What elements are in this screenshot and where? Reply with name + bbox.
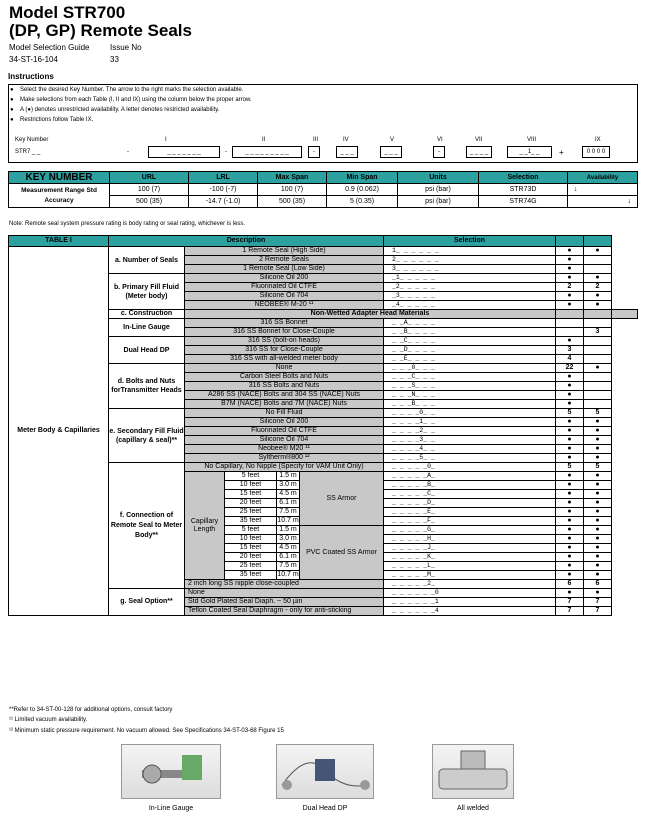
option-description: Silicone Oil 200 bbox=[185, 418, 384, 427]
col-header: Max Span bbox=[258, 172, 327, 184]
key-box-4[interactable]: _ _ _ bbox=[336, 146, 358, 158]
option-code[interactable]: _ _ _ _3_ _ bbox=[384, 436, 556, 445]
instruction-item: ● Make selections from each Table (I, II and IX) using the column below the proper arrow. bbox=[10, 97, 252, 103]
availability-mark: 22 bbox=[556, 364, 584, 373]
option-description: 316 SS Bonnet for Close-Couple bbox=[185, 328, 384, 337]
availability-mark: ● bbox=[584, 292, 612, 301]
key-number-label: Key Number bbox=[15, 137, 49, 143]
option-code[interactable]: _ _ _ _ _2_ bbox=[384, 580, 556, 589]
option-code[interactable]: _ _ _ _ _J_ bbox=[384, 544, 556, 553]
col-label: II bbox=[262, 137, 266, 143]
option-code[interactable]: _ _D_ _ _ _ bbox=[384, 346, 556, 355]
option-description: 2 inch long SS nipple close-coupled bbox=[185, 580, 384, 589]
availability-mark: ● bbox=[556, 508, 584, 517]
length-meters: 10.7 m bbox=[277, 517, 299, 524]
availability-mark: ● bbox=[584, 364, 612, 373]
table-row bbox=[9, 247, 638, 256]
availability-mark bbox=[584, 382, 612, 391]
section-label: c. Construction bbox=[109, 310, 185, 319]
key-box-6[interactable]: - bbox=[433, 146, 445, 158]
option-code[interactable]: _ _ _ _ _A_ bbox=[384, 472, 556, 481]
length-meters: 1.5 m bbox=[277, 526, 300, 535]
instruction-item: ● Select the desired Key Number. The arrow to the right marks the selection available. bbox=[10, 87, 244, 93]
length-feet: 20 feet bbox=[225, 553, 277, 562]
option-code[interactable]: _ _ _ _4_ _ bbox=[384, 445, 556, 454]
option-code[interactable]: _ _ _ _5_ _ bbox=[384, 454, 556, 463]
key-number-value: STR7 _ _ bbox=[15, 149, 41, 155]
dash: - bbox=[127, 149, 129, 155]
availability-mark: ● bbox=[584, 301, 612, 310]
option-code[interactable]: _ _E_ _ _ _ bbox=[384, 355, 556, 364]
title-line-2: (DP, GP) Remote Seals bbox=[9, 21, 192, 40]
availability-mark: 4 bbox=[556, 355, 584, 364]
length-meters: 3.0 m bbox=[277, 535, 300, 544]
option-description: Neobee® M20 ¹¹ bbox=[185, 445, 384, 454]
availability-mark: ● bbox=[556, 373, 584, 382]
length-feet: 35 feet bbox=[225, 571, 277, 580]
key-box-3[interactable]: - bbox=[308, 146, 320, 158]
option-description: None bbox=[185, 364, 384, 373]
availability-mark: ● bbox=[584, 526, 612, 535]
col-label: V bbox=[390, 137, 395, 143]
length-feet: 15 feet bbox=[225, 490, 277, 499]
availability-mark: 7 bbox=[556, 598, 584, 607]
option-code[interactable]: _ _ _ _ _ _0 bbox=[384, 589, 556, 598]
photo-caption: In-Line Gauge bbox=[148, 805, 194, 812]
cell: -14.7 (-1.0) bbox=[189, 196, 258, 208]
option-code[interactable]: _ _ _0_ _ _ bbox=[384, 364, 556, 373]
key-number-header: KEY NUMBER bbox=[9, 172, 110, 184]
cell: -100 (-7) bbox=[189, 184, 258, 196]
pvc-armor-label: PVC Coated SS Armor bbox=[300, 526, 384, 580]
availability-mark bbox=[584, 319, 612, 328]
availability-mark: ● bbox=[584, 508, 612, 517]
availability-mark: ● bbox=[556, 562, 584, 571]
option-description: Teflon Coated Seal Diaphragm - only for anti-sticking bbox=[185, 607, 384, 616]
availability-mark: ● bbox=[556, 427, 584, 436]
availability-mark: 2 bbox=[584, 283, 612, 292]
option-code[interactable]: _ _ _ _0_ _ bbox=[384, 409, 556, 418]
key-box-9[interactable]: 0 0 0 0 bbox=[582, 146, 610, 158]
availability-mark: ● bbox=[584, 436, 612, 445]
availability-mark: ● bbox=[556, 544, 584, 553]
availability-mark: ● bbox=[584, 589, 612, 598]
option-code[interactable]: _ _ _ _ _ _1 bbox=[384, 598, 556, 607]
length-meters: 7.5 m bbox=[277, 562, 300, 571]
plus-sign: + bbox=[559, 148, 564, 157]
inline-gauge-photo bbox=[121, 744, 221, 799]
availability-mark bbox=[584, 391, 612, 400]
instructions-title: Instructions bbox=[8, 72, 54, 81]
availability-mark: 6 bbox=[556, 580, 584, 589]
section-label: d. Bolts and Nuts forTransmitter Heads bbox=[109, 364, 185, 409]
instruction-item: ● A (●) denotes unrestricted availability. A letter denotes restricted availability. bbox=[10, 107, 220, 113]
option-description: Syltherm®800 ¹² bbox=[185, 454, 384, 463]
availability-mark: ● bbox=[584, 481, 612, 490]
option-description: Fluorinated Oil CTFE bbox=[185, 283, 384, 292]
option-code[interactable]: _ _C_ _ _ _ bbox=[384, 337, 556, 346]
all-welded-photo bbox=[432, 744, 514, 799]
availability-mark: ● bbox=[556, 472, 584, 481]
option-code[interactable]: 2_ _ _ _ _ _ bbox=[384, 256, 556, 265]
issue-label: Issue No bbox=[110, 43, 142, 52]
availability-mark: ● bbox=[556, 571, 584, 580]
option-code[interactable]: _ _ _ _ _H_ bbox=[384, 535, 556, 544]
photo-caption: All welded bbox=[457, 805, 489, 812]
availability-mark: 5 bbox=[556, 409, 584, 418]
option-description: No Fill Fluid bbox=[185, 409, 384, 418]
section-label: b. Primary Fill Fluid (Meter body) bbox=[109, 274, 185, 310]
availability-mark: ● bbox=[556, 382, 584, 391]
ss-armor-label: SS Armor bbox=[300, 472, 384, 526]
description-header: Description bbox=[109, 236, 384, 247]
option-code[interactable]: _ _ _N_ _ _ bbox=[384, 391, 556, 400]
title-line-1: Model STR700 bbox=[9, 3, 126, 22]
key-box-8[interactable]: _ _1_ _ bbox=[507, 146, 552, 158]
option-code[interactable]: _ _ _ _ _F_ bbox=[384, 517, 556, 526]
dual-head-photo bbox=[276, 744, 374, 799]
length-meters: 1.5 m bbox=[277, 472, 300, 481]
length-feet: 25 feet bbox=[225, 508, 277, 517]
key-box-7[interactable]: _ _ _ _ bbox=[466, 146, 492, 158]
availability-mark: 3 bbox=[584, 328, 612, 337]
section-label: g. Seal Option** bbox=[109, 589, 185, 616]
option-code[interactable]: 1_ _ _ _ _ _ bbox=[384, 247, 556, 256]
selection-header: Selection bbox=[384, 236, 556, 247]
option-code[interactable]: _ _ _S_ _ _ bbox=[384, 382, 556, 391]
option-description: 1 Remote Seal (High Side) bbox=[185, 247, 384, 256]
capillary-length-label: Capillary Length bbox=[185, 472, 225, 580]
availability-mark: ● bbox=[584, 445, 612, 454]
option-description: No Capillary, No Nipple (Specify for VAM Unit Only) bbox=[185, 463, 384, 472]
cell: 100 (7) bbox=[110, 184, 189, 196]
availability-mark: ● bbox=[584, 562, 612, 571]
key-box-1[interactable]: _ _ _ _ _ _ _ bbox=[148, 146, 220, 158]
option-description: Fluorinated Oil CTFE bbox=[185, 427, 384, 436]
option-code[interactable]: _ _ _ _ _C_ bbox=[384, 490, 556, 499]
availability-mark: 3 bbox=[556, 346, 584, 355]
option-code[interactable]: _4_ _ _ _ _ bbox=[384, 301, 556, 310]
availability-mark: ● bbox=[556, 418, 584, 427]
option-description: Silicone Oil 200 bbox=[185, 274, 384, 283]
availability-mark: ● bbox=[556, 499, 584, 508]
option-description: 316 SS (bolt-on heads) bbox=[185, 337, 384, 346]
option-code[interactable]: _ _ _B_ _ _ bbox=[384, 400, 556, 409]
availability-mark bbox=[584, 256, 612, 265]
avail-header bbox=[556, 236, 584, 247]
length-meters: 6.1 m bbox=[277, 499, 300, 508]
availability-mark: ● bbox=[584, 499, 612, 508]
option-code[interactable]: _ _ _ _2_ _ bbox=[384, 427, 556, 436]
cell: 0.9 (0.062) bbox=[327, 184, 398, 196]
photo-caption: Dual Head DP bbox=[302, 805, 348, 812]
availability-mark bbox=[584, 337, 612, 346]
option-code[interactable]: _ _ _ _ _E_ bbox=[384, 508, 556, 517]
option-code[interactable]: _ _ _ _ _G_ bbox=[384, 526, 556, 535]
availability-mark: ● bbox=[584, 553, 612, 562]
availability-mark bbox=[584, 400, 612, 409]
availability-mark: ● bbox=[556, 589, 584, 598]
length-meters: 3.0 m bbox=[277, 481, 300, 490]
cell bbox=[584, 310, 612, 319]
col-header: LRL bbox=[189, 172, 258, 184]
option-code[interactable]: _3_ _ _ _ _ bbox=[384, 292, 556, 301]
col-header: URL bbox=[110, 172, 189, 184]
option-code[interactable]: _ _ _ _ _0_ bbox=[384, 463, 556, 472]
length-feet: 5 feet bbox=[225, 472, 277, 481]
col-header: Selection bbox=[479, 172, 568, 184]
availability-mark bbox=[556, 328, 584, 337]
availability-mark: 5 bbox=[584, 463, 612, 472]
availability-mark: ● bbox=[556, 391, 584, 400]
length-feet: 20 feet bbox=[225, 499, 277, 508]
availability-mark: ● bbox=[584, 517, 612, 526]
col-label: IX bbox=[595, 137, 601, 143]
availability-mark: ● bbox=[556, 445, 584, 454]
availability-mark: ● bbox=[556, 292, 584, 301]
length-feet: 35 feet bbox=[225, 517, 277, 526]
length-feet: 5 feet bbox=[225, 526, 277, 535]
option-code[interactable]: _ _ _ _ _K_ bbox=[384, 553, 556, 562]
option-code[interactable]: _ _ _ _ _ _4 bbox=[384, 607, 556, 616]
availability-mark: 2 bbox=[556, 283, 584, 292]
length-meters: 10.7 m bbox=[277, 571, 299, 578]
section-label: e. Secondary Fill Fluid (capillary & seal)** bbox=[109, 409, 185, 463]
availability-mark: 7 bbox=[584, 598, 612, 607]
option-description: 316 SS for Close-Couple bbox=[185, 346, 384, 355]
availability-mark: ● bbox=[584, 247, 612, 256]
arrow-down-icon: ↓ bbox=[568, 184, 638, 196]
availability-mark bbox=[584, 355, 612, 364]
col-header: Min Span bbox=[327, 172, 398, 184]
col-label: III bbox=[313, 137, 319, 143]
availability-mark: 5 bbox=[556, 463, 584, 472]
option-code[interactable]: _ _ _C_ _ _ bbox=[384, 373, 556, 382]
option-description: NEOBEE® M-20 ¹¹ bbox=[185, 301, 384, 310]
availability-mark: ● bbox=[556, 256, 584, 265]
key-box-2[interactable]: _ _ _ _ _ _ _ _ _ bbox=[232, 146, 302, 158]
length-feet: 10 feet bbox=[225, 535, 277, 544]
availability-mark: ● bbox=[584, 472, 612, 481]
option-description: A286 SS (NACE) Bolts and 304 SS (NACE) Nuts bbox=[185, 391, 384, 400]
availability-mark: ● bbox=[584, 535, 612, 544]
availability-mark: ● bbox=[584, 274, 612, 283]
availability-mark: ● bbox=[556, 265, 584, 274]
option-code[interactable]: _ _ _ _ _B_ bbox=[384, 481, 556, 490]
availability-mark: ● bbox=[556, 400, 584, 409]
option-code[interactable]: 3_ _ _ _ _ _ bbox=[384, 265, 556, 274]
availability-mark: ● bbox=[556, 526, 584, 535]
availability-mark: ● bbox=[584, 427, 612, 436]
availability-mark: ● bbox=[556, 337, 584, 346]
table-i-header: TABLE I bbox=[9, 236, 109, 247]
availability-mark bbox=[584, 373, 612, 382]
availability-mark bbox=[584, 346, 612, 355]
option-code[interactable]: _ _B_ _ _ _ bbox=[384, 328, 556, 337]
guide-label: Model Selection Guide bbox=[9, 43, 90, 52]
cell: 100 (7) bbox=[258, 184, 327, 196]
cell: 5 (0.35) bbox=[327, 196, 398, 208]
cell: psi (bar) bbox=[398, 196, 479, 208]
option-description: 1 Remote Seal (Low Side) bbox=[185, 265, 384, 274]
footnote: ¹² Minimum static pressure requirement. No vacuum allowed. See Specifications 34-ST-03-68 Figure 15 bbox=[9, 728, 284, 734]
col-header: Units bbox=[398, 172, 479, 184]
availability-mark: ● bbox=[556, 247, 584, 256]
availability-mark bbox=[584, 265, 612, 274]
section-label: f. Connection of Remote Seal to Meter Body** bbox=[109, 463, 185, 589]
table-i bbox=[8, 235, 638, 616]
availability-mark bbox=[556, 319, 584, 328]
option-description: 316 SS with all-welded meter body bbox=[185, 355, 384, 364]
col-label: IV bbox=[343, 137, 349, 143]
cell bbox=[612, 310, 638, 319]
availability-mark: ● bbox=[556, 274, 584, 283]
key-box-5[interactable]: _ _ _ bbox=[380, 146, 402, 158]
option-code[interactable]: _ _A_ _ _ _ bbox=[384, 319, 556, 328]
length-meters: 6.1 m bbox=[277, 553, 300, 562]
availability-mark: 7 bbox=[556, 607, 584, 616]
group-label: Meter Body & Capillaries bbox=[9, 247, 109, 616]
key-number-table bbox=[8, 171, 638, 208]
availability-mark: ● bbox=[556, 517, 584, 526]
option-code[interactable]: _ _ _ _1_ _ bbox=[384, 418, 556, 427]
option-description: 316 SS Bonnet bbox=[185, 319, 384, 328]
section-label: a. Number of Seals bbox=[109, 247, 185, 274]
section-label: In-Line Gauge bbox=[109, 319, 185, 337]
col-label: I bbox=[165, 137, 167, 143]
availability-mark: 6 bbox=[584, 580, 612, 589]
range-label: Measurement Range Std Accuracy bbox=[9, 184, 110, 208]
cell: psi (bar) bbox=[398, 184, 479, 196]
cell bbox=[556, 310, 584, 319]
col-label: VII bbox=[475, 137, 483, 143]
pressure-note: Note: Remote seal system pressure rating is body rating or seal rating, whichever is less. bbox=[9, 221, 246, 227]
availability-mark: ● bbox=[556, 301, 584, 310]
col-header: Availability bbox=[568, 172, 638, 184]
availability-mark: ● bbox=[584, 571, 612, 580]
footnote: ¹¹ Limited vacuum availability. bbox=[9, 717, 88, 723]
col-label: VI bbox=[437, 137, 443, 143]
option-code[interactable]: _1_ _ _ _ _ bbox=[384, 274, 556, 283]
length-meters: 7.5 m bbox=[277, 508, 300, 517]
option-description: Std Gold Plated Seal Diaph. ~ 50 µin bbox=[185, 598, 384, 607]
option-description: Silicone Oil 704 bbox=[185, 292, 384, 301]
length-feet: 10 feet bbox=[225, 481, 277, 490]
option-description: None bbox=[185, 589, 384, 598]
availability-mark: ● bbox=[556, 481, 584, 490]
issue-number: 33 bbox=[110, 55, 119, 64]
option-description: 2 Remote Seals bbox=[185, 256, 384, 265]
availability-mark: ● bbox=[584, 490, 612, 499]
option-code[interactable]: _ _ _ _ _D_ bbox=[384, 499, 556, 508]
option-description: B7M (NACE) Bolts and 7M (NACE) Nuts bbox=[185, 400, 384, 409]
dash: - bbox=[225, 149, 227, 155]
availability-mark: ● bbox=[584, 544, 612, 553]
length-feet: 25 feet bbox=[225, 562, 277, 571]
cell: 500 (35) bbox=[110, 196, 189, 208]
col-label: VIII bbox=[527, 137, 537, 143]
cell: 500 (35) bbox=[258, 196, 327, 208]
guide-number: 34-ST-16-104 bbox=[9, 55, 58, 64]
availability-mark: ● bbox=[556, 454, 584, 463]
availability-mark: 5 bbox=[584, 409, 612, 418]
model-selection[interactable]: STR74G bbox=[479, 196, 568, 208]
avail-header bbox=[584, 236, 612, 247]
footnote: **Refer to 34-ST-00-128 for additional options, consult factory bbox=[9, 707, 173, 713]
availability-mark: ● bbox=[584, 418, 612, 427]
option-description: 316 SS Bolts and Nuts bbox=[185, 382, 384, 391]
availability-mark: ● bbox=[556, 490, 584, 499]
section-label: Dual Head DP bbox=[109, 337, 185, 364]
length-meters: 4.5 m bbox=[277, 490, 300, 499]
model-selection[interactable]: STR73D bbox=[479, 184, 568, 196]
arrow-down-icon: ↓ bbox=[568, 196, 638, 208]
option-code[interactable]: _2_ _ _ _ _ bbox=[384, 283, 556, 292]
availability-mark: ● bbox=[556, 553, 584, 562]
option-description: Silicone Oil 704 bbox=[185, 436, 384, 445]
availability-mark: ● bbox=[584, 454, 612, 463]
option-description: Carbon Steel Bolts and Nuts bbox=[185, 373, 384, 382]
option-code[interactable]: _ _ _ _ _M_ bbox=[384, 571, 556, 580]
instruction-item: ● Restrictions follow Table IX. bbox=[10, 117, 94, 123]
length-meters: 4.5 m bbox=[277, 544, 300, 553]
availability-mark: 7 bbox=[584, 607, 612, 616]
length-feet: 15 feet bbox=[225, 544, 277, 553]
option-code[interactable]: _ _ _ _ _L_ bbox=[384, 562, 556, 571]
availability-mark: ● bbox=[556, 436, 584, 445]
section-title: Non-Wetted Adapter Head Materials bbox=[185, 310, 556, 319]
availability-mark: ● bbox=[556, 535, 584, 544]
